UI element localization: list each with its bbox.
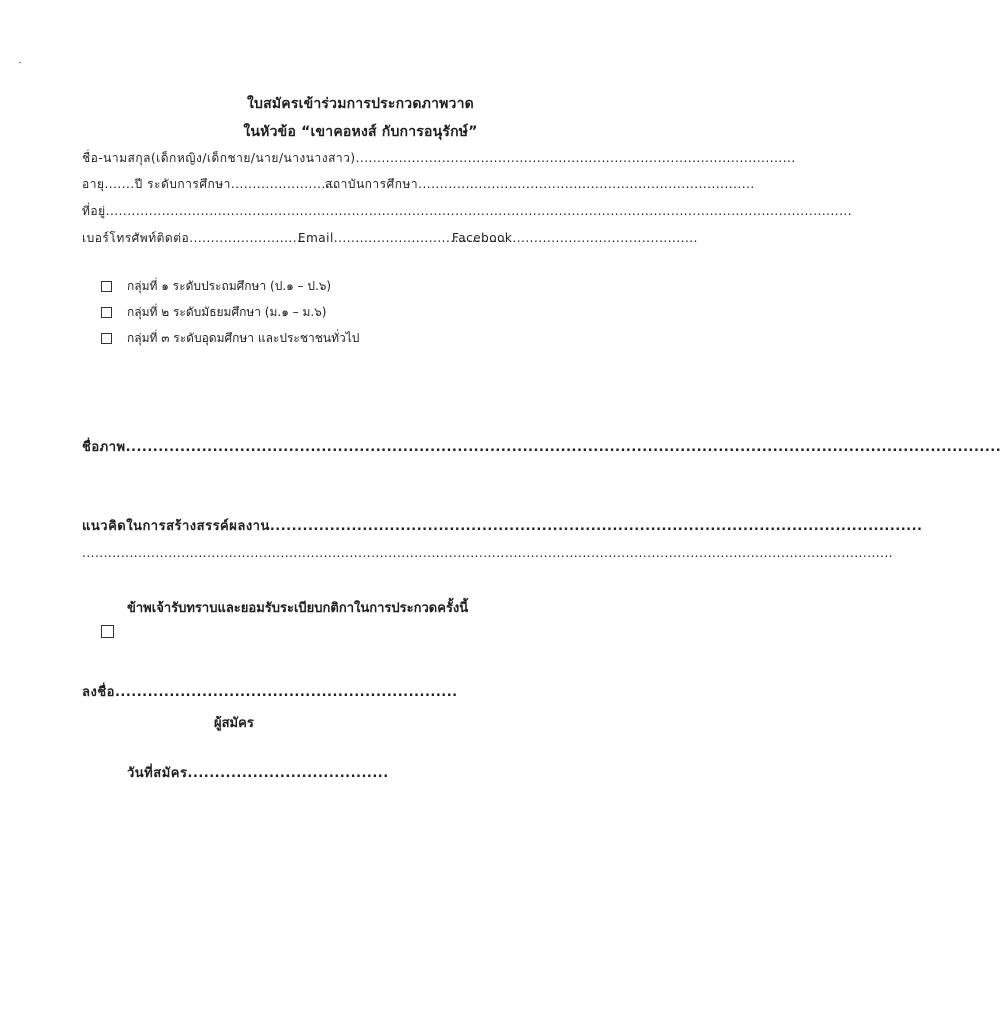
facebook-field[interactable]: Facebook........................................... — [452, 231, 698, 245]
group-2-checkbox[interactable] — [101, 307, 112, 318]
institution-field[interactable]: สถาบันการศึกษา.............................................................................. — [325, 177, 755, 191]
name-field[interactable]: ชื่อ-นามสกุล(เด็กหญิง/เด็กชาย/นาย/นางนางสาว)...................................................................................................... — [82, 151, 796, 165]
acknowledge-checkbox[interactable] — [101, 625, 114, 638]
signature-field[interactable]: ลงชื่อ............................................................... — [82, 685, 458, 700]
email-field[interactable]: Email........................................ — [298, 231, 507, 245]
group-1-label: กลุ่มที่ ๑ ระดับประถมศึกษา (ป.๑ – ป.๖) — [127, 279, 332, 293]
phone-field[interactable]: เบอร์โทรศัพท์ติดต่อ............................. — [82, 231, 315, 245]
form-title: ใบสมัครเข้าร่วมการประกวดภาพวาด — [247, 96, 474, 112]
concept-field[interactable]: แนวคิดในการสร้างสรรค์ผลงาน........................................................................................................................ — [82, 519, 923, 534]
picture-name-field[interactable]: ชื่อภาพ................................................................................................................................................................. — [82, 440, 1001, 455]
group-2-label: กลุ่มที่ ๒ ระดับมัธยมศึกษา (ม.๑ – ม.๖) — [127, 305, 327, 319]
applicant-label: ผู้สมัคร — [214, 716, 254, 731]
group-3-checkbox[interactable] — [101, 333, 112, 344]
form-subtitle: ในหัวข้อ “เขาคอหงส์ กับการอนุรักษ์” — [243, 124, 478, 140]
group-1-checkbox[interactable] — [101, 281, 112, 292]
age-education-field[interactable]: อายุ.......ปี ระดับการศึกษา......................... — [82, 177, 339, 191]
concept-continuation-line[interactable]: ............................................................................................................................................................................................ — [82, 546, 894, 560]
group-3-label: กลุ่มที่ ๓ ระดับอุดมศึกษา และประชาชนทั่วไป — [127, 331, 360, 345]
acknowledge-text: ข้าพเจ้ารับทราบและยอมรับระเบียบกติกาในการประกวดครั้งนี้ — [127, 601, 469, 616]
scan-speck — [19, 62, 21, 63]
application-date-field[interactable]: วันที่สมัคร..................................... — [127, 766, 389, 781]
address-field[interactable]: ที่อยู่............................................................................................................................................................................. — [82, 204, 853, 218]
